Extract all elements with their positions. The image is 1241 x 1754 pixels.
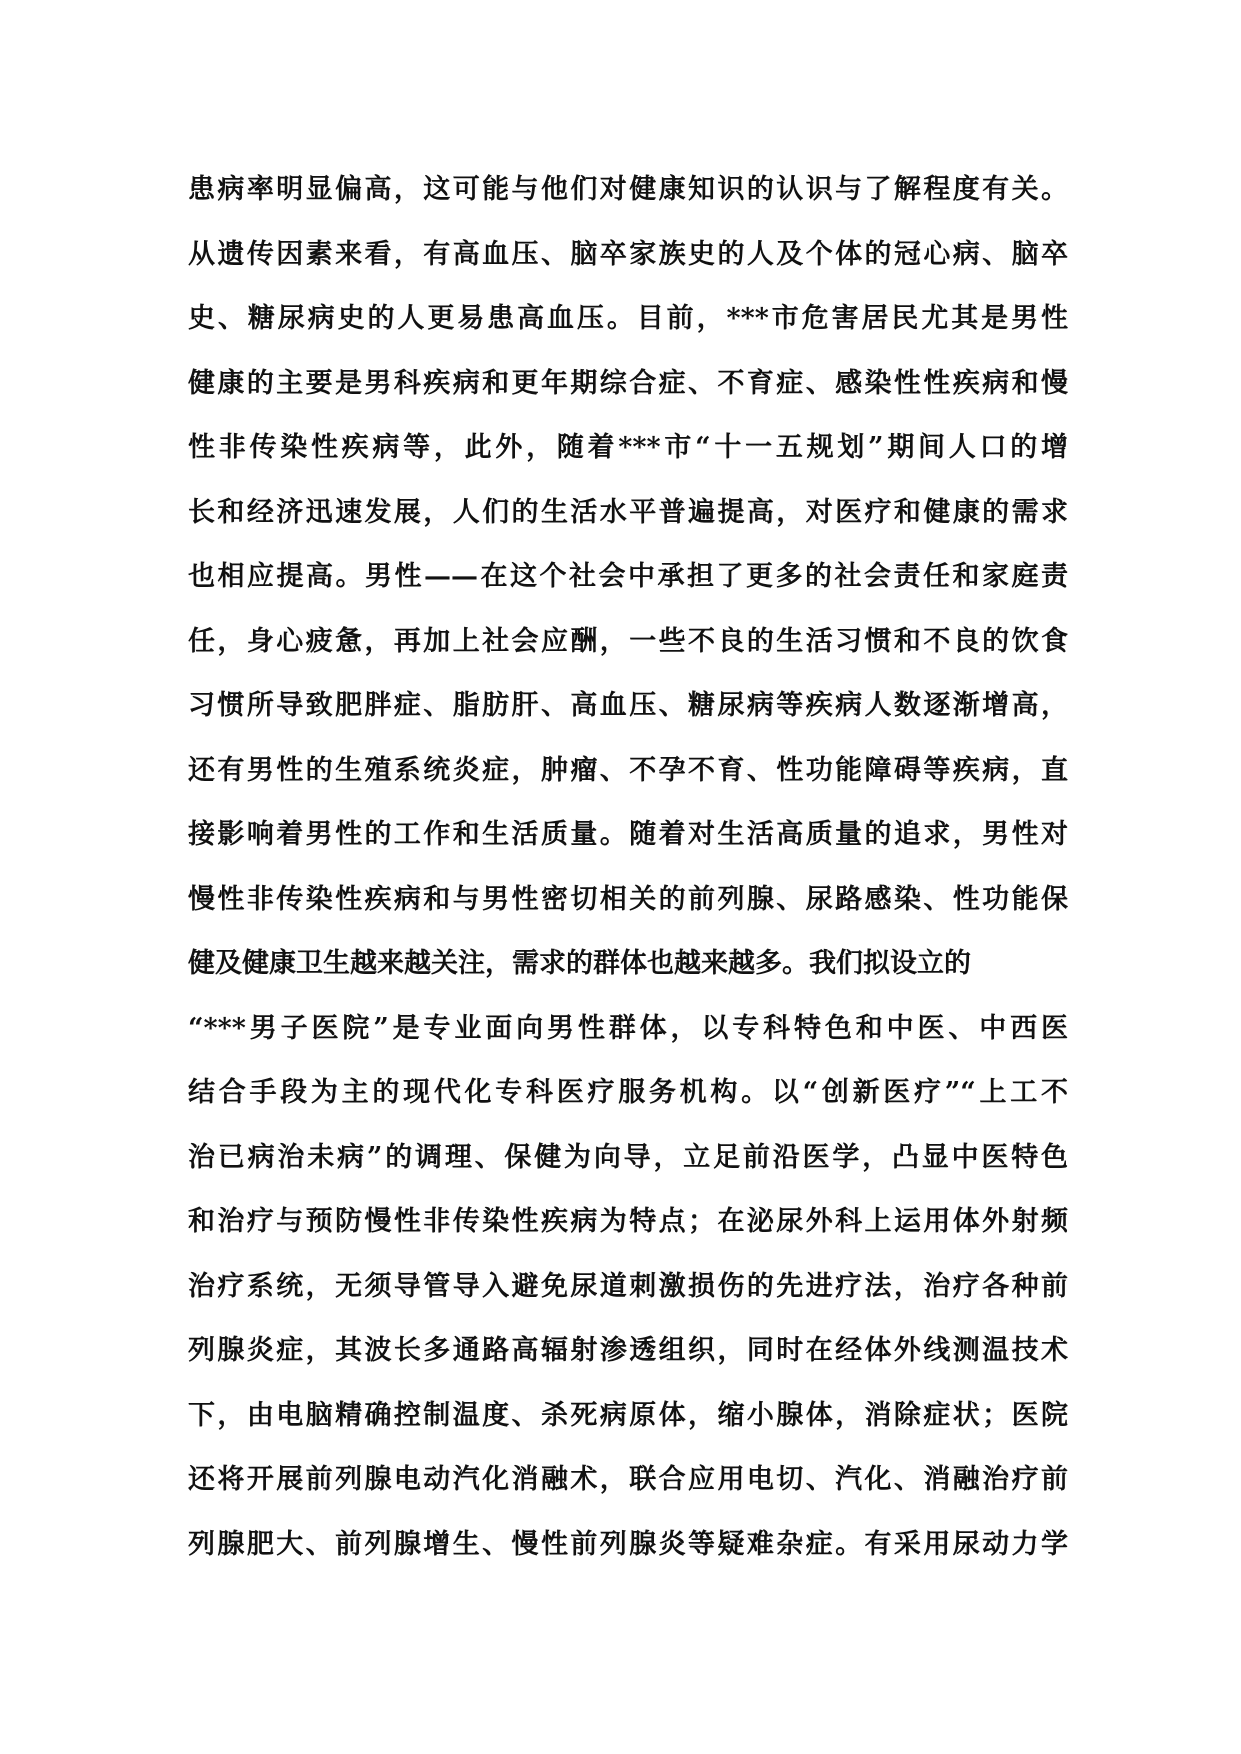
body-paragraph	[188, 158, 1068, 1577]
text-line: 性非传染性疾病等，此外，随着***市“十一五规划”期间人口的增	[188, 432, 1068, 463]
text-line: 列腺肥大、前列腺增生、慢性前列腺炎等疑难杂症。有采用尿动力学	[188, 1528, 1068, 1560]
text-line: “***男子医院”是专业面向男性群体，以专科特色和中医、中西医	[188, 1012, 1068, 1044]
text-line: 结合手段为主的现代化专科医疗服务机构。以“创新医疗”“上工不	[188, 1077, 1068, 1108]
text-line: 列腺炎症，其波长多通路高辐射渗透组织，同时在经体外线测温技术	[188, 1335, 1068, 1366]
text-line: 和治疗与预防慢性非传染性疾病为特点；在泌尿外科上运用体外射频	[188, 1206, 1068, 1237]
text-line: 还将开展前列腺电动汽化消融术，联合应用电切、汽化、消融治疗前	[188, 1464, 1068, 1495]
text-line: 下，由电脑精确控制温度、杀死病原体，缩小腺体，消除症状；医院	[188, 1399, 1068, 1431]
text-line: 也相应提高。男性——在这个社会中承担了更多的社会责任和家庭责	[188, 561, 1068, 592]
text-line: 健康的主要是男科疾病和更年期综合症、不育症、感染性性疾病和慢	[188, 367, 1068, 399]
text-line: 健及健康卫生越来越关注，需求的群体也越来越多。我们拟设立的	[188, 948, 971, 979]
text-line: 治已病治未病”的调理、保健为向导，立足前沿医学，凸显中医特色	[188, 1141, 1068, 1173]
text-line: 患病率明显偏高，这可能与他们对健康知识的认识与了解程度有关。	[188, 174, 1068, 205]
text-line: 接影响着男性的工作和生活质量。随着对生活高质量的追求，男性对	[188, 819, 1068, 850]
text-line: 慢性非传染性疾病和与男性密切相关的前列腺、尿路感染、性功能保	[188, 883, 1068, 915]
text-line: 还有男性的生殖系统炎症，肿瘤、不孕不育、性功能障碍等疾病，直	[188, 754, 1068, 786]
text-line: 习惯所导致肥胖症、脂肪肝、高血压、糖尿病等疾病人数逐渐增高，	[188, 690, 1068, 721]
text-line: 任，身心疲惫，再加上社会应酬，一些不良的生活习惯和不良的饮食	[188, 625, 1068, 657]
text-line: 治疗系统，无须导管导入避免尿道刺激损伤的先进疗法，治疗各种前	[188, 1270, 1068, 1302]
text-line: 史、糖尿病史的人更易患高血压。目前，***市危害居民尤其是男性	[188, 303, 1068, 334]
text-line: 长和经济迅速发展，人们的生活水平普遍提高，对医疗和健康的需求	[188, 496, 1068, 528]
text-line: 从遗传因素来看，有高血压、脑卒家族史的人及个体的冠心病、脑卒	[188, 238, 1068, 270]
